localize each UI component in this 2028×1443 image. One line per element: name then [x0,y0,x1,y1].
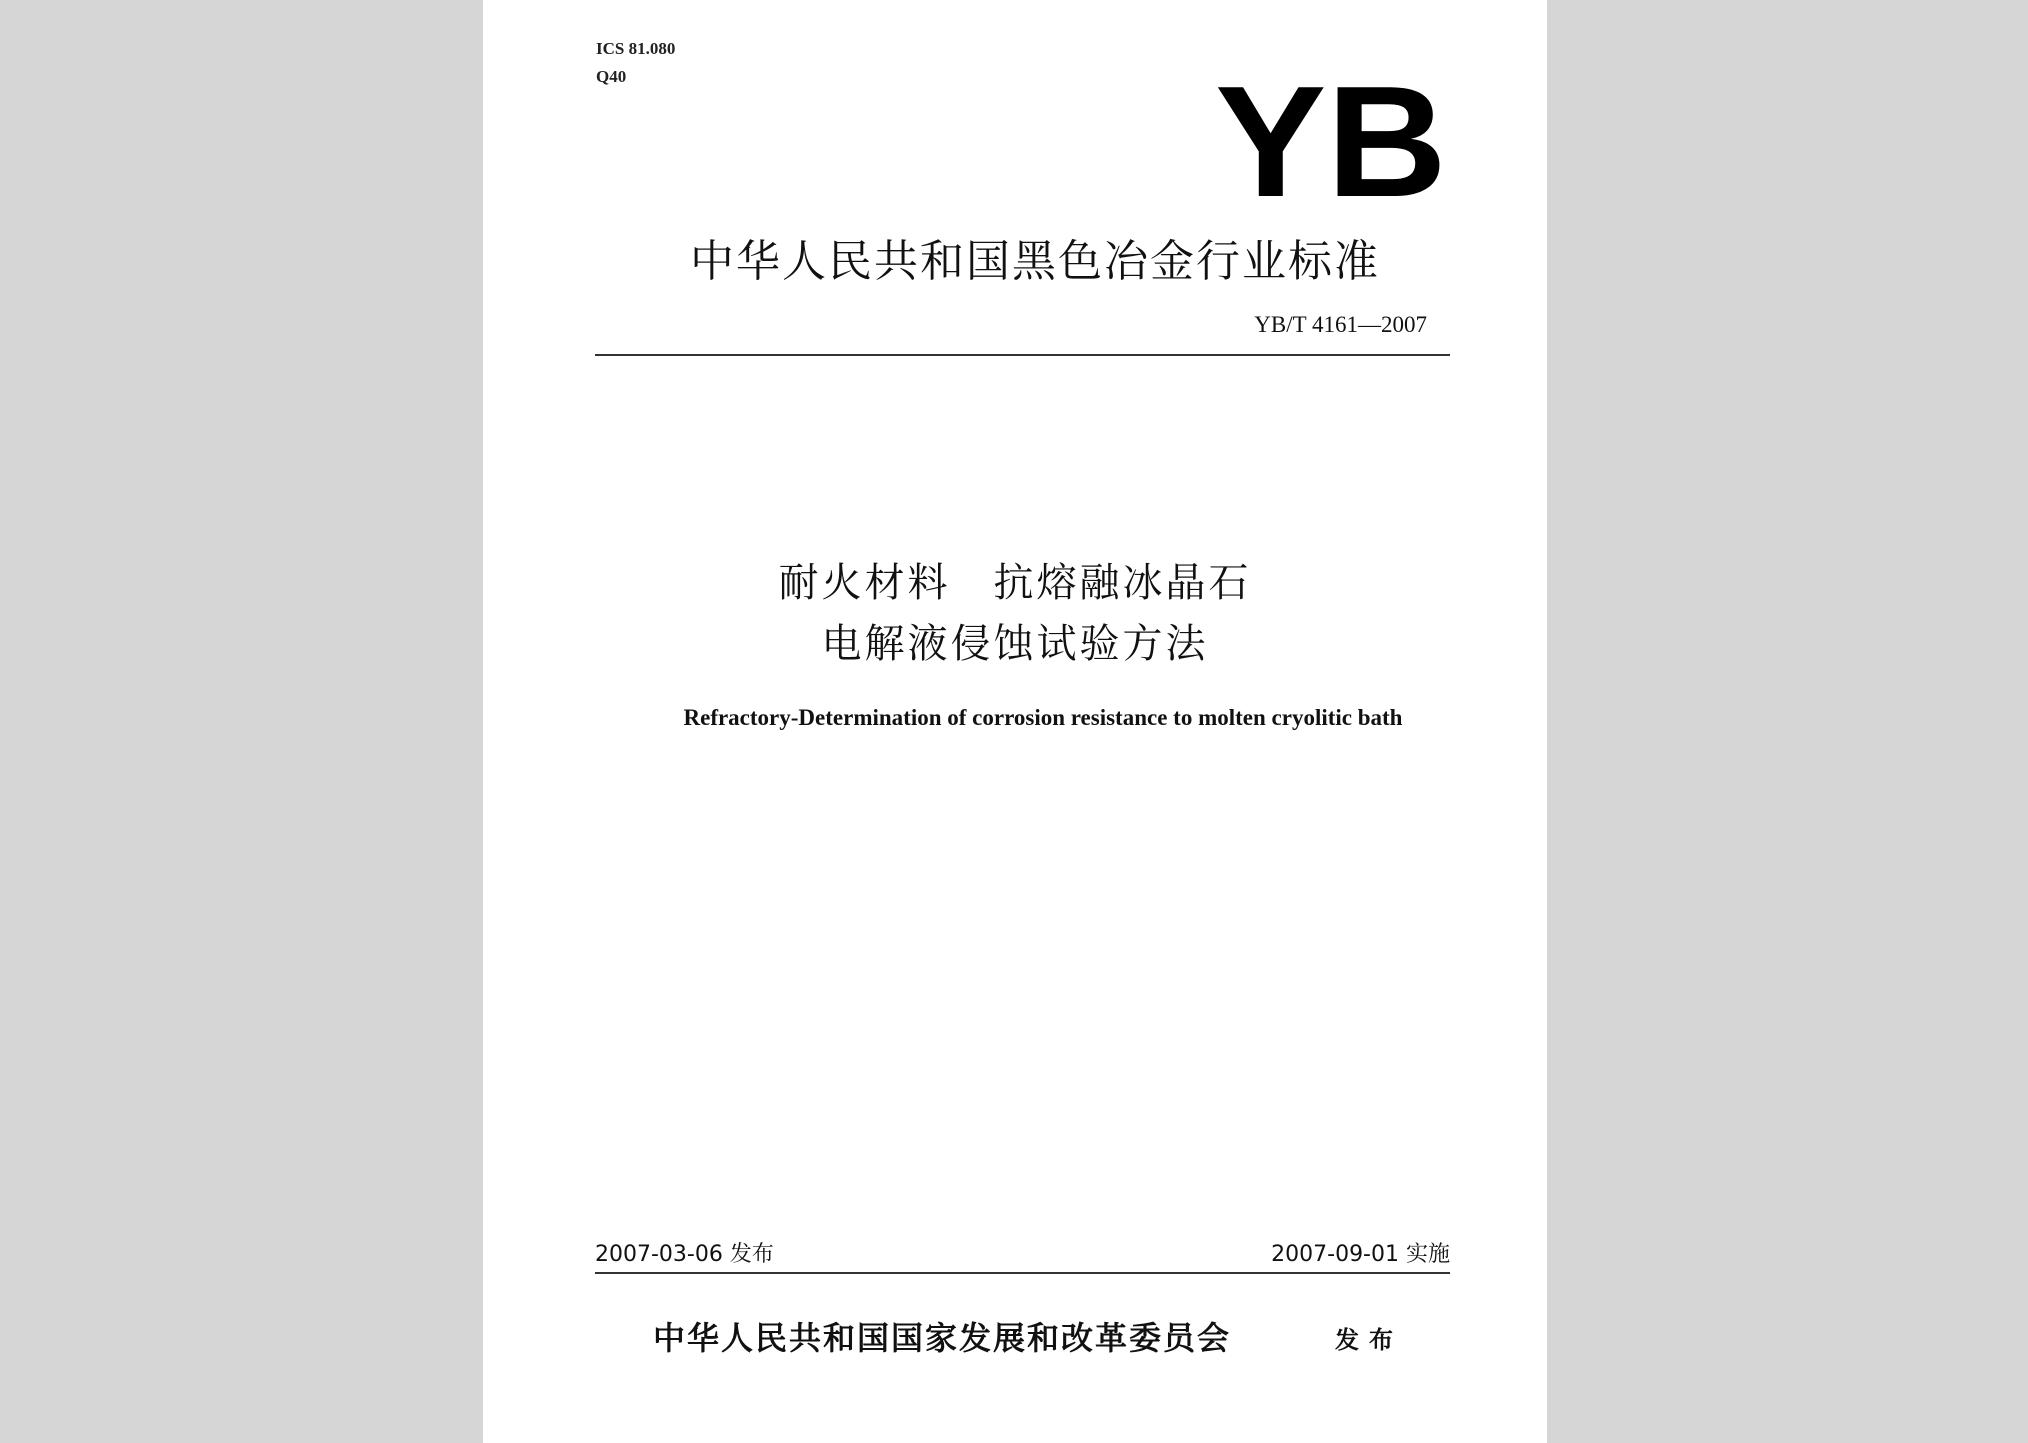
document-page [483,0,1547,1443]
bottom-divider [595,1272,1450,1274]
issuing-authority: 中华人民共和国国家发展和改革委员会 [653,1319,1232,1357]
yb-logo [1211,74,1451,214]
issuing-action: 发布 [1335,1325,1403,1354]
issue-date: 2007-03-06 发布 [595,1242,774,1267]
effective-date: 2007-09-01 实施 [1271,1242,1450,1267]
top-divider [595,354,1450,356]
main-title-line-1: 耐火材料 抗熔融冰晶石 [778,560,1252,606]
english-title: Refractory-Determination of corrosion resistance to molten cryolitic bath [683,705,1403,730]
industry-standard-title: 中华人民共和国黑色冶金行业标准 [690,236,1380,287]
yb-logo-text: YB [1215,74,1447,214]
ccs-code: Q40 [596,67,627,86]
ics-code: ICS 81.080 [596,39,676,58]
standard-number: YB/T 4161—2007 [1254,312,1427,337]
main-title-line-2: 电解液侵蚀试验方法 [821,621,1209,667]
